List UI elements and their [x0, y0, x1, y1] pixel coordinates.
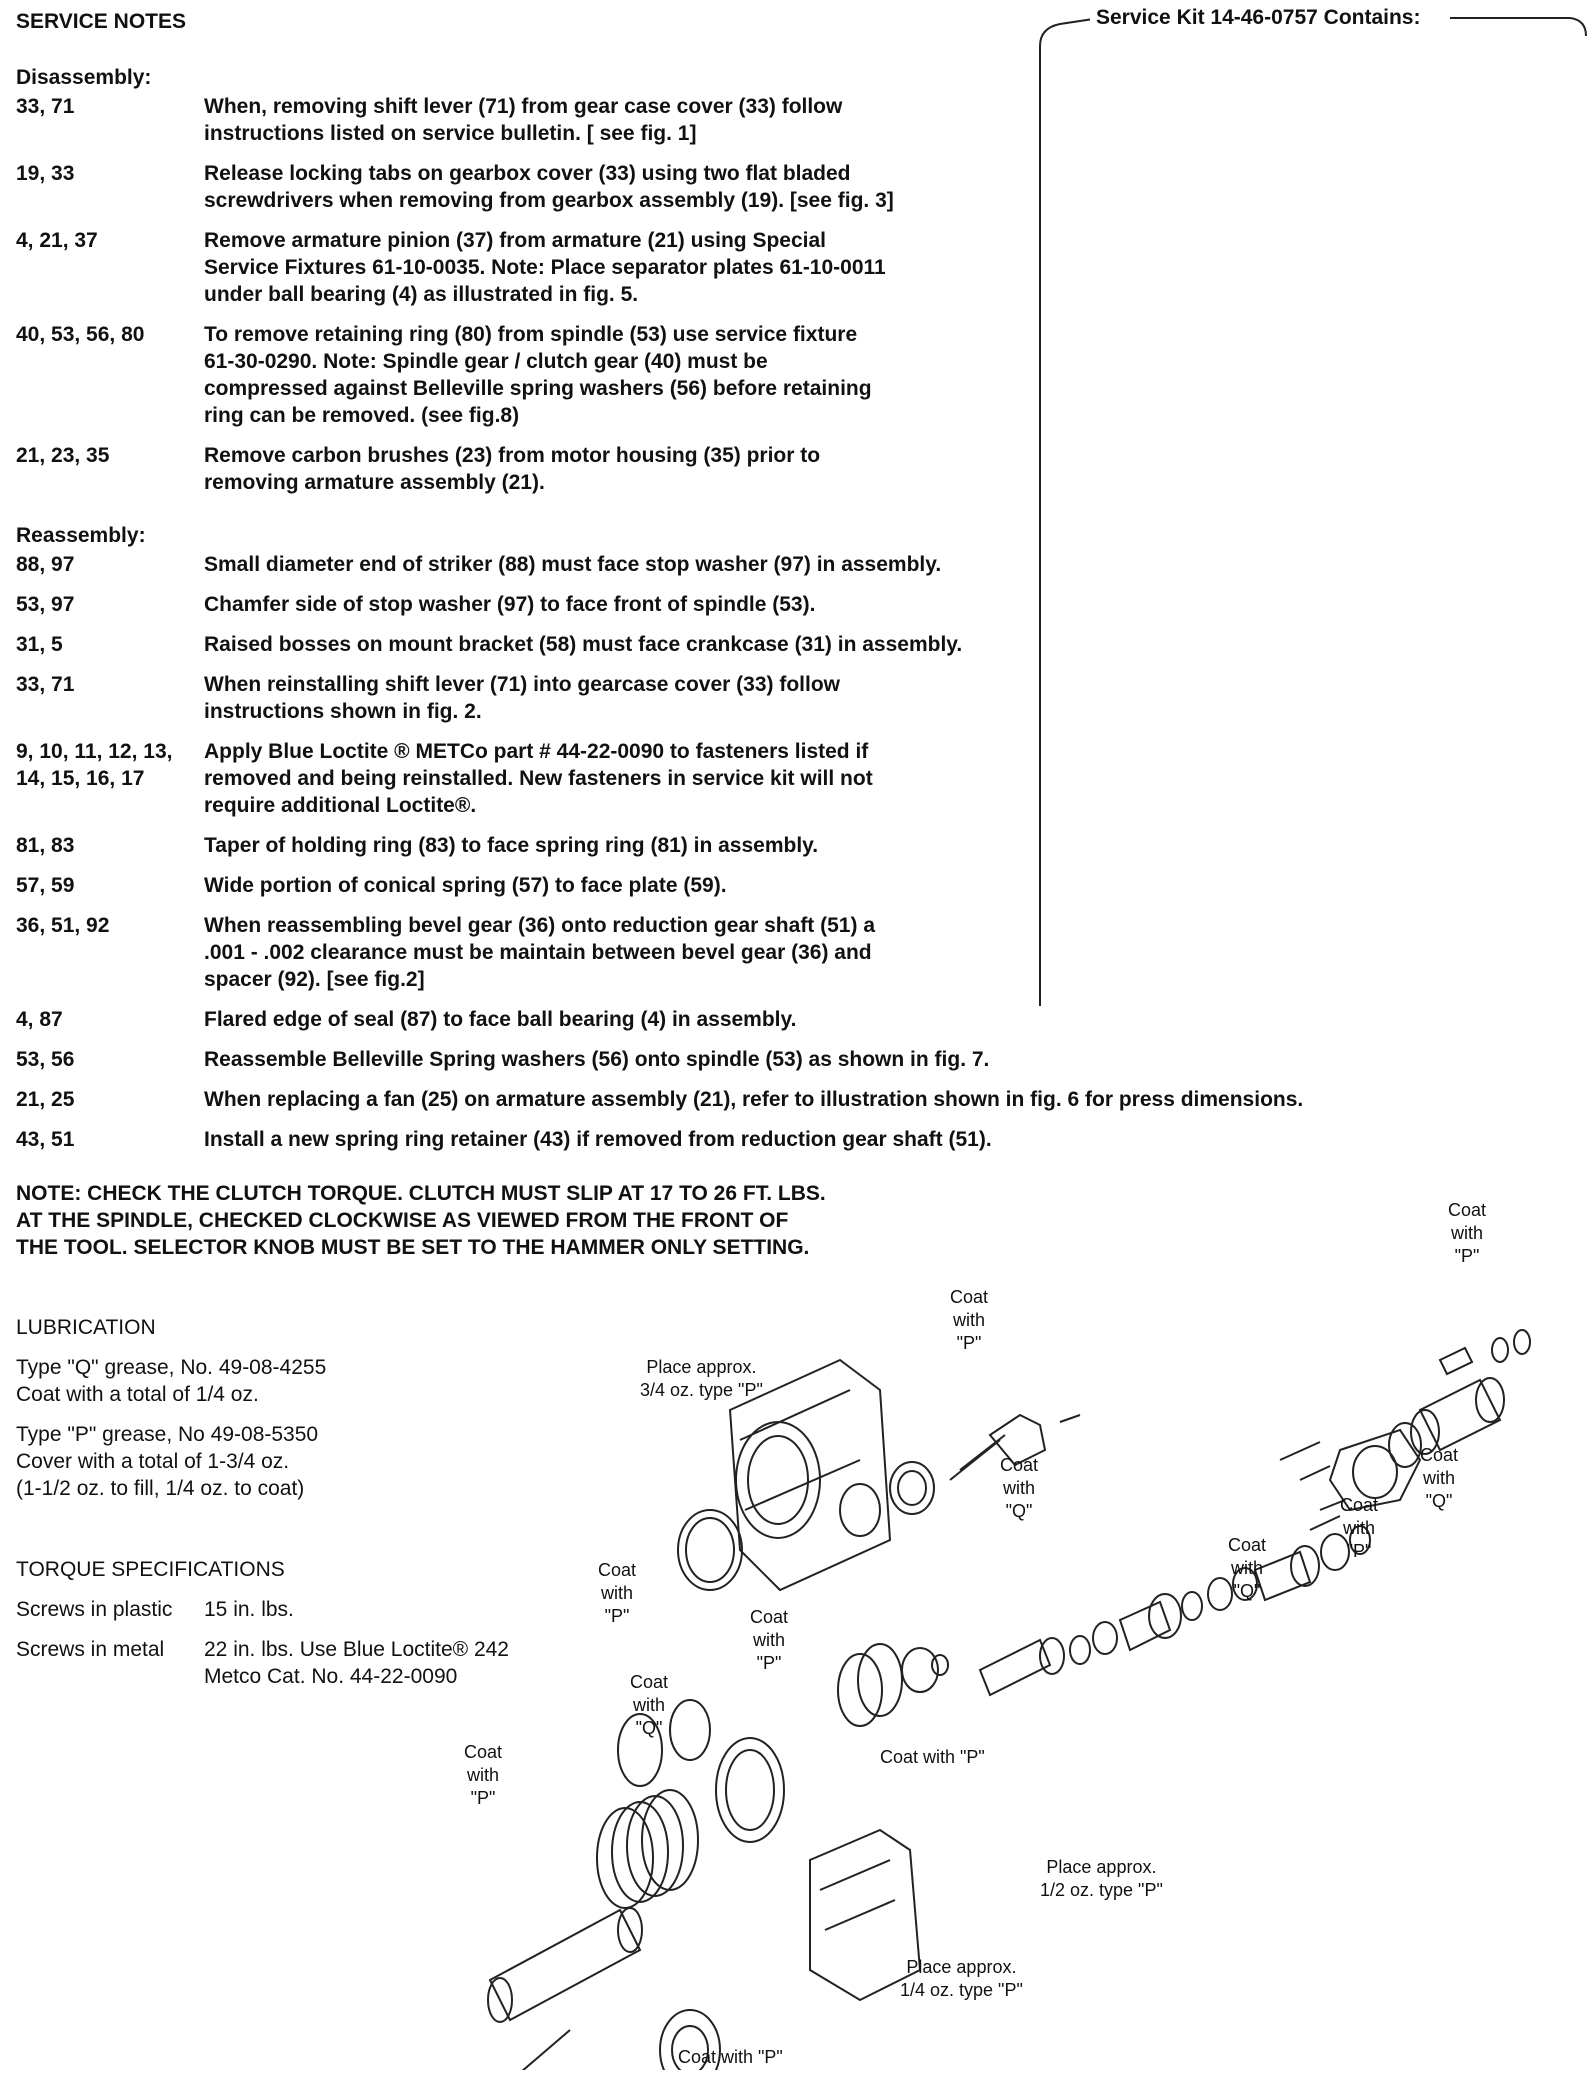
- callout-coat-p: Coat with "P": [678, 2047, 783, 2067]
- note-ref: 21, 25: [16, 1088, 75, 1111]
- note-text: When reinstalling shift lever (71) into gearcase cover (33) follow instructions shown in fig. 2.: [204, 673, 840, 723]
- torque-value: 22 in. lbs. Use Blue Loctite® 242 Metco Cat. No. 44-22-0090: [204, 1638, 509, 1688]
- note-text: Raised bosses on mount bracket (58) must face crankcase (31) in assembly.: [204, 633, 963, 656]
- note-ref: 4, 87: [16, 1008, 63, 1031]
- note-ref: 33, 71: [16, 673, 75, 696]
- torque-value: 15 in. lbs.: [204, 1598, 294, 1621]
- note-ref: 9, 10, 11, 12, 13, 14, 15, 16, 17: [16, 740, 173, 790]
- lubrication-heading: LUBRICATION: [16, 1316, 156, 1339]
- callout-place-p: Place approx. 1/4 oz. type "P": [900, 1957, 1023, 2000]
- note-ref: 53, 56: [16, 1048, 75, 1071]
- callout-coat-q: Coat with "Q": [630, 1672, 669, 1738]
- note-ref: 81, 83: [16, 834, 75, 857]
- service-kit-title: Service Kit 14-46-0757 Contains:: [1090, 6, 1426, 30]
- torque-label: Screws in plastic: [16, 1598, 173, 1621]
- torque-label: Screws in metal: [16, 1638, 165, 1661]
- callout-coat-p: Coat with "P": [880, 1747, 985, 1767]
- note-text: When, removing shift lever (71) from gear case cover (33) follow instructions listed on service bulletin. [ see fig. 1]: [204, 95, 843, 145]
- note-ref: 36, 51, 92: [16, 914, 110, 937]
- torque-heading: TORQUE SPECIFICATIONS: [16, 1558, 285, 1581]
- note-text: Remove carbon brushes (23) from motor housing (35) prior to removing armature assembly (21).: [204, 444, 821, 494]
- kit-bracket: [1030, 6, 1590, 1016]
- callout-coat-p: Coat with "P": [1448, 1200, 1487, 1266]
- callout-coat-p: Coat with "P": [598, 1560, 637, 1626]
- callout-place-p: Place approx. 1/2 oz. type "P": [1040, 1857, 1163, 1900]
- callout-coat-q: Coat with "Q": [1000, 1455, 1039, 1521]
- clutch-torque-note: NOTE: CHECK THE CLUTCH TORQUE. CLUTCH MUST SLIP AT 17 TO 26 FT. LBS. AT THE SPINDLE, CHECKED CLOCKWISE AS VIEWED FROM THE FRONT OF THE TOOL. SELECTOR KNOB MUST BE SET TO THE HAMMER ONLY SETTING.: [16, 1182, 826, 1259]
- note-text: When replacing a fan (25) on armature assembly (21), refer to illustration shown in fig. 6 for press dimensions.: [204, 1088, 1304, 1111]
- page-title: SERVICE NOTES: [16, 10, 186, 33]
- note-ref: 57, 59: [16, 874, 75, 897]
- note-text: Flared edge of seal (87) to face ball bearing (4) in assembly.: [204, 1008, 797, 1031]
- exploded-parts-diagram: [440, 1210, 1590, 2070]
- note-text: When reassembling bevel gear (36) onto reduction gear shaft (51) a .001 - .002 clearance must be maintain between bevel gear (36) and spacer (92). [see fig.2]: [204, 914, 875, 991]
- note-ref: 43, 51: [16, 1128, 75, 1151]
- note-ref: 33, 71: [16, 95, 75, 118]
- callout-coat-p: Coat with "P": [950, 1287, 989, 1353]
- callout-coat-q: Coat with "Q": [1228, 1535, 1267, 1601]
- note-text: Taper of holding ring (83) to face spring ring (81) in assembly.: [204, 834, 819, 857]
- o-ring-drawing: [678, 1510, 742, 1590]
- note-ref: 19, 33: [16, 162, 75, 185]
- callout-coat-p: Coat with "P": [750, 1607, 789, 1673]
- sleeve-drawing: [1120, 1602, 1170, 1650]
- cylinder-drawing: [1420, 1380, 1500, 1450]
- note-ref: 88, 97: [16, 553, 75, 576]
- callout-coat-q: Coat with "Q": [1420, 1445, 1459, 1511]
- note-text: Small diameter end of striker (88) must face stop washer (97) in assembly.: [204, 553, 942, 576]
- callout-coat-p: Coat with "P": [464, 1742, 503, 1808]
- p-grease-spec: Type "P" grease, No 49-08-5350 Cover with a total of 1-3/4 oz. (1-1/2 oz. to fill, 1/4 oz. to coat): [16, 1423, 319, 1500]
- bearing-drawing: [890, 1462, 934, 1514]
- note-ref: 4, 21, 37: [16, 229, 98, 252]
- note-text: Release locking tabs on gearbox cover (33) using two flat bladed screwdrivers when removing from gearbox assembly (19). [see fig. 3]: [204, 162, 894, 212]
- note-text: Wide portion of conical spring (57) to face plate (59).: [204, 874, 727, 897]
- reassembly-heading: Reassembly:: [16, 524, 146, 547]
- note-ref: 31, 5: [16, 633, 63, 656]
- disassembly-heading: Disassembly:: [16, 66, 152, 89]
- q-grease-spec: Type "Q" grease, No. 49-08-4255 Coat with a total of 1/4 oz.: [16, 1356, 327, 1406]
- callout-place-p: Place approx. 3/4 oz. type "P": [640, 1357, 763, 1400]
- callout-coat-p: Coat with "P": [1340, 1495, 1379, 1561]
- note-text: Reassemble Belleville Spring washers (56) onto spindle (53) as shown in fig. 7.: [204, 1048, 990, 1071]
- note-text: Install a new spring ring retainer (43) if removed from reduction gear shaft (51).: [204, 1128, 992, 1151]
- note-text: Apply Blue Loctite ® METCo part # 44-22-0090 to fasteners listed if removed and being reinstalled. New fasteners in service kit will not require additional Loctite®.: [204, 740, 873, 817]
- note-text: Chamfer side of stop washer (97) to face front of spindle (53).: [204, 593, 816, 616]
- note-text: Remove armature pinion (37) from armature (21) using Special Service Fixtures 61-10-0035. Note: Place separator plates 61-10-0011 under ball bearing (4) as illustrated in fig. 5.: [204, 229, 886, 306]
- note-ref: 21, 23, 35: [16, 444, 110, 467]
- note-ref: 53, 97: [16, 593, 75, 616]
- note-ref: 40, 53, 56, 80: [16, 323, 145, 346]
- note-text: To remove retaining ring (80) from spindle (53) use service fixture 61-30-0290. Note: Spindle gear / clutch gear (40) must be compressed against Belleville spring washers (56) before retaining ring can be removed. (see fig.8): [204, 323, 872, 427]
